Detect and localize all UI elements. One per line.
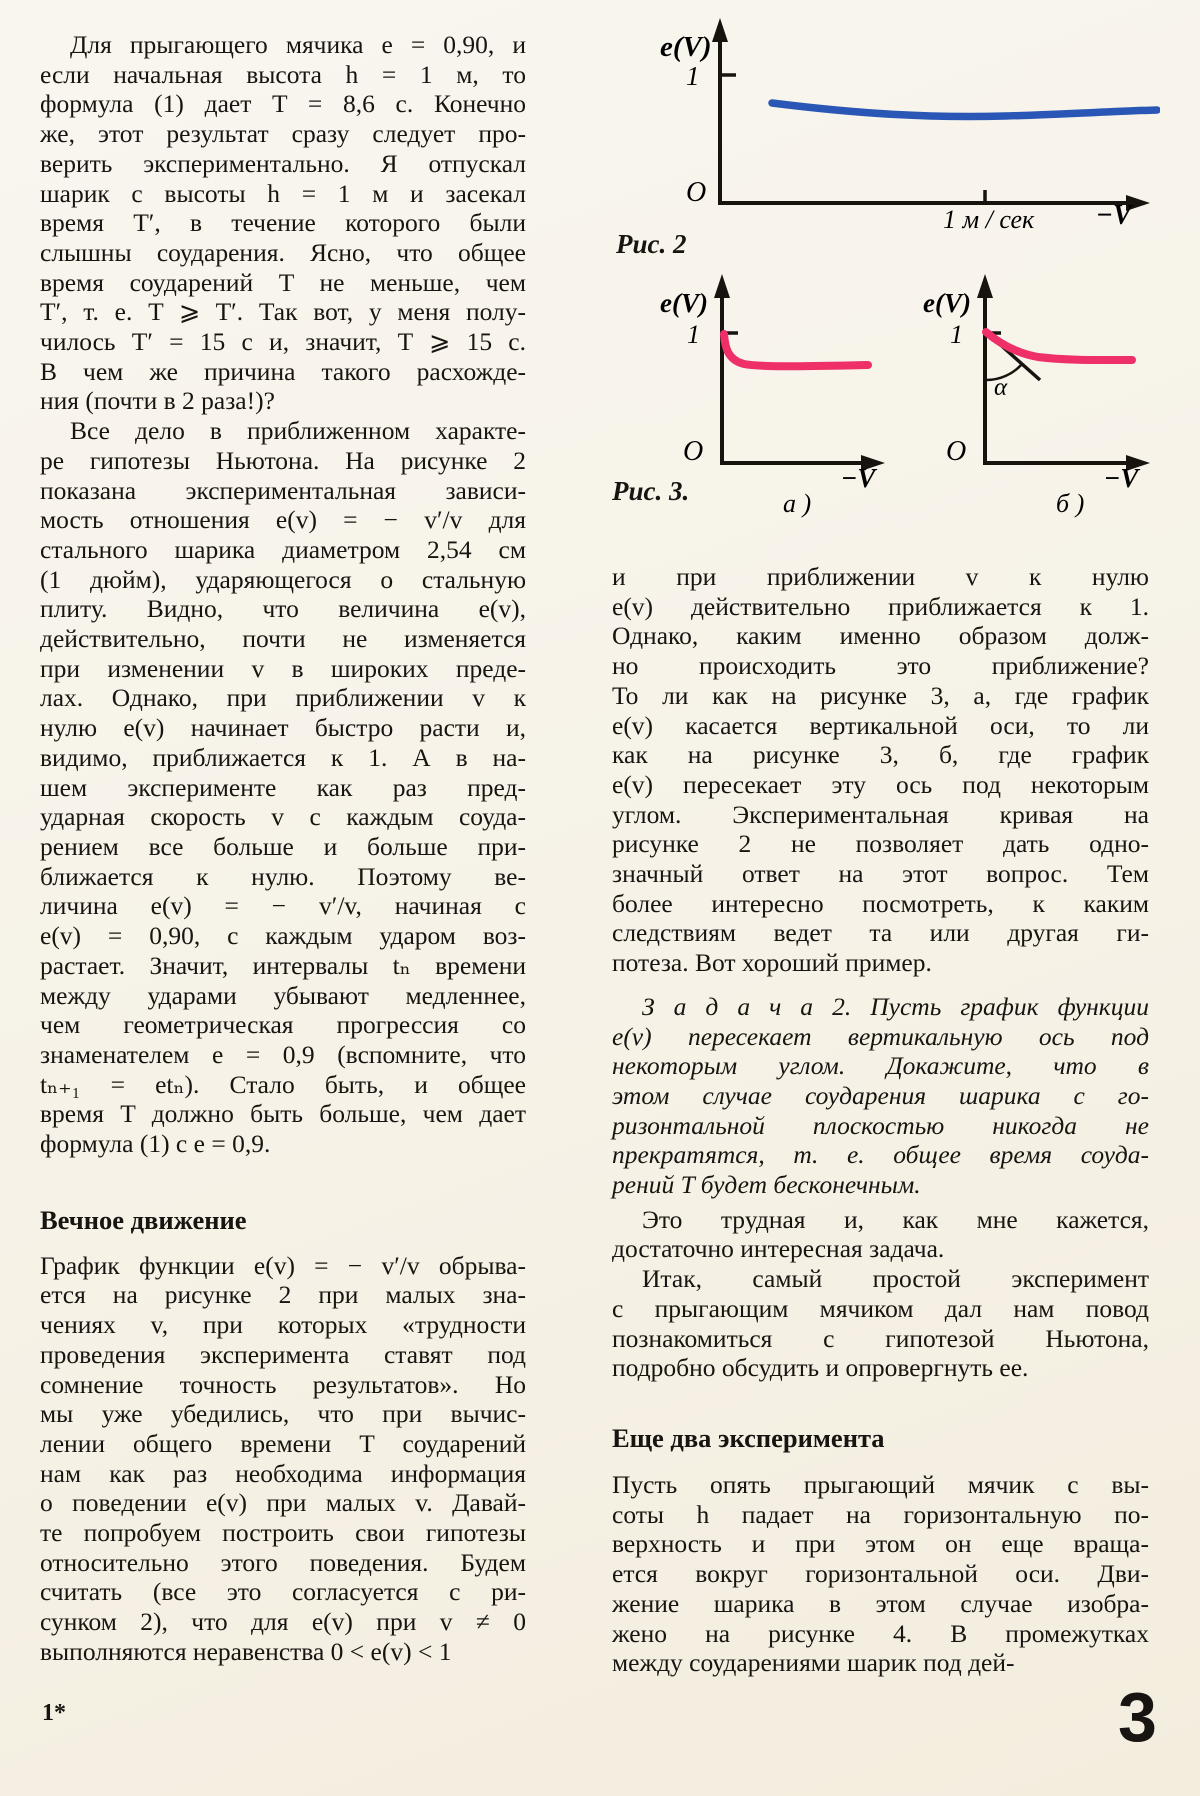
fig3b-curve-crossing-axis <box>986 332 1132 360</box>
text-line: некоторым углом. Докажите, что в <box>612 1051 1149 1081</box>
text-line: Однако, каким именно образом долж- <box>612 621 1149 651</box>
figure-2-caption: Рис. 2 <box>616 229 687 259</box>
footnote-mark: 1* <box>42 1700 66 1726</box>
text-line: показана экспериментальная зависи- <box>40 475 526 505</box>
fig2-y-axis-arrow-icon <box>712 18 728 42</box>
text-line: ется на рисунке 2 при малых зна- <box>40 1280 526 1310</box>
text-line: В чем же причина такого расхожде- <box>40 356 526 386</box>
text-line: верить экспериментально. Я отпускал <box>40 148 526 178</box>
fig2-x-tick-label: 1 м / сек <box>943 205 1035 234</box>
fig3b-origin-label: O <box>946 436 967 467</box>
text-line: чилось T′ = 15 с и, значит, T ⩾ 15 с. <box>40 327 526 357</box>
text-line: же, этот результат сразу следует про- <box>40 119 526 149</box>
text-line: мы уже убедились, что при вычис- <box>40 1399 526 1429</box>
paragraph <box>40 416 526 1159</box>
text-line: Для прыгающего мячика e = 0,90, и <box>70 30 526 59</box>
text-line: То ли как на рисунке 3, а, где график <box>612 680 1149 710</box>
text-line: проведения эксперимента ставят под <box>40 1339 526 1369</box>
fig3a-curve-tangent-to-axis <box>724 334 868 366</box>
text-line: ризонтальной плоскостью никогда не <box>612 1110 1149 1140</box>
text-line: чем геометрическая прогрессия со <box>40 1010 526 1040</box>
text-line: углом. Экспериментальная кривая на <box>612 799 1149 829</box>
text-line: верхность и при этом он еще враща- <box>612 1529 1149 1559</box>
section-heading-perpetual-motion: Вечное движение <box>40 1204 247 1235</box>
text-line: подробно обсудить и опровергнуть ее. <box>612 1353 1029 1383</box>
text-line: между ударами убывают медленнее, <box>40 980 526 1010</box>
fig3b-y-tick-label: 1 <box>950 320 963 349</box>
text-line: ется вокруг горизонтальной оси. Дви- <box>612 1559 1149 1589</box>
text-line: этом случае соударения шарика с го- <box>612 1080 1149 1110</box>
fig2-x-axis-label: −V <box>1096 200 1132 231</box>
fig3a-origin-label: O <box>683 436 704 467</box>
text-line: лах. Однако, при приближении v к <box>40 683 526 713</box>
text-line: сунком 2), что для e(v) при v ≠ 0 <box>40 1607 526 1637</box>
text-line: (1 дюйм), ударяющегося о стальную <box>40 564 526 594</box>
left-text-column <box>40 30 526 1667</box>
text-line: чениях v, при которых «трудности <box>40 1310 526 1340</box>
fig3a-y-tick-label: 1 <box>687 320 700 349</box>
text-line: График функции e(v) = − v′/v обрыва- <box>40 1250 526 1280</box>
fig3b-angle-label: α <box>994 374 1008 401</box>
fig2-experimental-curve <box>772 103 1157 116</box>
text-line: e(v) пересекает эту ось под некоторым <box>612 769 1149 799</box>
text-line: стального шарика диаметром 2,54 см <box>40 534 526 564</box>
text-line: растает. Значит, интервалы tₙ времени <box>40 950 526 980</box>
text-line: e(v) пересекает вертикальную ось под <box>612 1021 1149 1051</box>
text-line: с прыгающим мячиком дал нам повод <box>612 1293 1149 1323</box>
text-line: Пусть опять прыгающий мячик с вы- <box>612 1469 1149 1499</box>
text-line: считать (все это согласуется с ри- <box>40 1577 526 1607</box>
fig3a-y-axis-label: e(V) <box>660 288 708 318</box>
text-line: формула (1) дает T = 8,6 с. Конечно <box>40 89 526 119</box>
text-line: но происходить это приближение? <box>612 651 1149 681</box>
text-line: сомнение точность результатов». Но <box>40 1369 526 1399</box>
text-line: при изменении v в широких преде- <box>40 653 526 683</box>
paragraph <box>40 30 526 416</box>
paragraph <box>612 1470 1149 1678</box>
text-line: более интересно посмотреть, к каким <box>612 888 1149 918</box>
text-line: рисунке 2 не позволяет дать одно- <box>612 829 1149 859</box>
text-line: Итак, самый простой эксперимент <box>642 1264 1149 1294</box>
fig3a-sub-label: а ) <box>783 489 812 518</box>
text-line: и при приближении v к нулю <box>612 562 1149 591</box>
text-line: знаменателем e = 0,9 (вспомните, что <box>40 1039 526 1069</box>
text-line: Это трудная и, как мне кажется, <box>642 1204 1149 1234</box>
text-line: слышны соударения. Ясно, что общее <box>40 237 526 267</box>
paragraph <box>612 1264 1149 1383</box>
fig2-y-axis-label: e(V) <box>660 31 712 63</box>
text-line: нам как раз необходима информация <box>40 1458 526 1488</box>
figure-3-caption: Рис. 3. <box>612 476 690 506</box>
text-line: время T должно быть больше, чем дает <box>40 1099 526 1129</box>
text-line: рений T будет бесконечным. <box>612 1170 921 1200</box>
text-line: как на рисунке 3, б, где график <box>612 740 1149 770</box>
text-line: Все дело в приближенном характе- <box>70 416 526 446</box>
text-line: ре гипотезы Ньютона. На рисунке 2 <box>40 445 526 475</box>
text-line: мость отношения e(v) = − v′/v для <box>40 505 526 535</box>
text-line: рением все больше и больше при- <box>40 831 526 861</box>
text-line: шарик с высоты h = 1 м и засекал <box>40 178 526 208</box>
text-line: З а д а ч а 2. Пусть график функции <box>642 991 1149 1021</box>
text-line: e(v) = 0,90, с каждым ударом воз- <box>40 921 526 951</box>
section-heading-two-more-experiments: Еще два эксперимента <box>612 1422 885 1453</box>
text-line: следствиям ведет та или другая ги- <box>612 918 1149 948</box>
text-line: познакомиться с гипотезой Ньютона, <box>612 1323 1149 1353</box>
figure-2 <box>600 12 1160 242</box>
page-number: 3 <box>1118 1678 1157 1756</box>
text-line: плиту. Видно, что величина e(v), <box>40 594 526 624</box>
paragraph <box>612 1205 1149 1264</box>
figure-3b <box>880 248 1170 523</box>
text-line: нулю e(v) начинает быстро расти и, <box>40 713 526 743</box>
text-line: жено на рисунке 4. В промежутках <box>612 1618 1149 1648</box>
text-line: те попробуем построить свои гипотезы <box>40 1518 526 1548</box>
text-line: жение шарика в этом случае изобра- <box>612 1588 1149 1618</box>
text-line: tₙ₊₁ = etₙ). Стало быть, и общее <box>40 1069 526 1099</box>
text-line: достаточно интересная задача. <box>612 1234 945 1264</box>
fig2-y-tick-label: 1 <box>686 61 700 91</box>
text-line: формула (1) с e = 0,9. <box>40 1129 271 1159</box>
fig3b-y-axis-label: e(V) <box>923 288 971 318</box>
text-line: ближается к нулю. Поэтому ве- <box>40 861 526 891</box>
text-line: ударная скорость v с каждым соуда- <box>40 802 526 832</box>
text-line: соты h падает на горизонтальную по- <box>612 1499 1149 1529</box>
text-line: о поведении e(v) при малых v. Давай- <box>40 1488 526 1518</box>
text-line: ния (почти в 2 раза!)? <box>40 386 275 416</box>
text-line: время соударений T не меньше, чем <box>40 267 526 297</box>
fig3b-x-axis-label: −V <box>1104 463 1139 493</box>
paragraph <box>40 1251 526 1667</box>
text-line: между соударениями шарик под дей- <box>612 1648 1015 1678</box>
text-line: шем эксперименте как раз пред- <box>40 772 526 802</box>
text-line: потеза. Вот хороший пример. <box>612 948 932 978</box>
fig2-origin-label: O <box>686 177 707 208</box>
paragraph <box>612 562 1149 978</box>
text-line: относительно этого поведения. Будем <box>40 1547 526 1577</box>
text-line: значный ответ на этот вопрос. Тем <box>612 859 1149 889</box>
text-line: прекратятся, т. е. общее время соуда- <box>612 1140 1149 1170</box>
fig3b-sub-label: б ) <box>1056 489 1085 518</box>
text-line: видимо, приближается к 1. А в на- <box>40 742 526 772</box>
fig3a-x-axis-label: −V <box>841 463 876 493</box>
figure-2-plot <box>600 12 1160 242</box>
text-line: время T′, в течение которого были <box>40 208 526 238</box>
figure-3b-plot <box>880 248 1170 523</box>
text-line: T′, т. е. T ⩾ T′. Так вот, у меня полу- <box>40 297 526 327</box>
right-text-column <box>612 562 1149 1678</box>
text-line: e(v) касается вертикальной оси, то ли <box>612 710 1149 740</box>
text-line: лении общего времени T соударений <box>40 1428 526 1458</box>
text-line: выполняются неравенства 0 < e(v) < 1 <box>40 1636 452 1666</box>
text-line: e(v) действительно приближается к 1. <box>612 591 1149 621</box>
text-line: если начальная высота h = 1 м, то <box>40 59 526 89</box>
text-line: действительно, почти не изменяется <box>40 624 526 654</box>
task-2-paragraph <box>612 992 1149 1200</box>
fig3b-y-axis-arrow-icon <box>977 274 993 298</box>
text-line: личина e(v) = − v′/v, начиная с <box>40 891 526 921</box>
fig3a-y-axis-arrow-icon <box>714 274 730 298</box>
